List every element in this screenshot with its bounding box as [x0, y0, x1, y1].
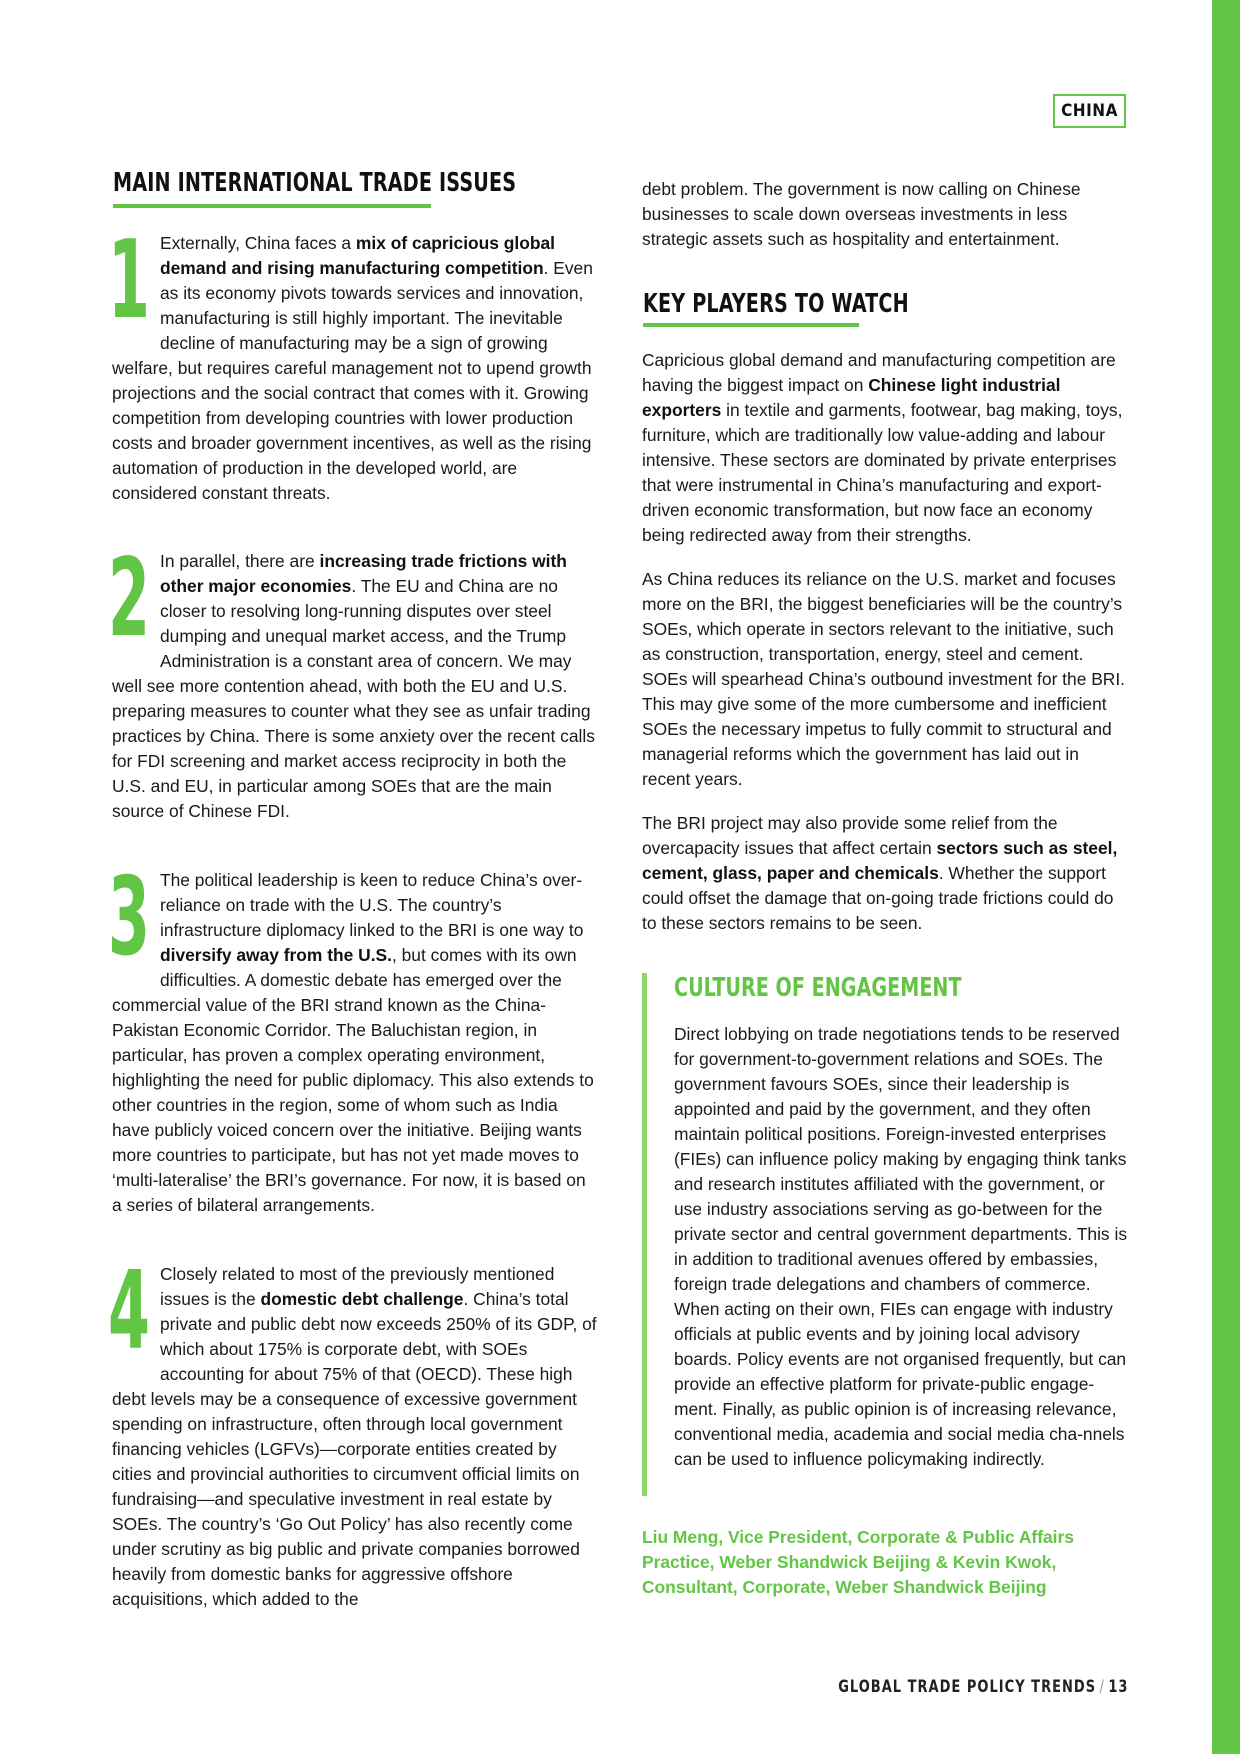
- page-footer: [838, 1677, 1128, 1697]
- body-text: . China’s total private and public debt now exceeds 250% of its GDP, of which about 175% is corporate debt, with SOEs accounting for about 75% of that (OECD). These high debt levels may be a consequence of excessive government spending on infrastructure, often through local government financing vehicles (LGFVs)—corporate entities created by cities and provincial authorities to circumvent official limits on fundraising—and speculative investment in real estate by SOEs. The country’s ‘Go Out Policy’ has also recently come under scrutiny as big public and private companies borrowed heavily from domestic banks for aggressive offshore acquisitions, which added to the: [112, 1289, 597, 1609]
- body-text: , but comes with its own difficulties. A domestic debate has emerged over the commercial value of the BRI strand known as the China-Pakistan Economic Corridor. The Baluchistan region, in particular, has proven a complex operating environment, highlighting the need for public diplomacy. This also extends to other countries in the region, some of whom such as India have publicly voiced concern over the initiative. Beijing wants more countries to participate, but has not yet made moves to ‘multi-lateralise’ the BRI’s governance. For now, it is based on a series of bilateral arrangements.: [112, 945, 594, 1215]
- emphasis-text: Chinese light industrial exporters: [642, 375, 1061, 420]
- body-text: Closely related to most of the previously mentioned issues is the: [160, 1264, 555, 1309]
- body-text: . Whether the support could offset the damage that on-going trade frictions could do to these sectors remains to be seen.: [642, 863, 1114, 933]
- key-players-paragraph-3: [642, 811, 1132, 936]
- callout-body: Direct lobbying on trade negotiations tends to be reserved for government-to-government relations and SOEs. The government favours SOEs, since their leadership is appointed and paid by the government, and they often maintain political positions. Foreign-invested enterprises (FIEs) can influence policy making by engaging think tanks and research institutes affiliated with the government, or use industry associations serving as go-between for the private sector and central government departments. This is in addition to traditional avenues offered by embassies, foreign trade delegations and chambers of commerce. When acting on their own, FIEs can engage with industry officials at public events and by joining local advisory boards. Policy events are not organised frequently, but can provide an effective platform for private-public engage-ment. Finally, as public opinion is of increasing relevance, conventional media, academia and social media cha-nnels can be used to influence policymaking indirectly.: [674, 1024, 1128, 1469]
- culture-of-engagement-callout: [642, 973, 1137, 1496]
- side-accent-bar: [1212, 0, 1240, 1754]
- body-text: Capricious global demand and manufacturing competition are having the biggest impact on: [642, 350, 1116, 395]
- body-text: in textile and garments, footwear, bag making, toys, furniture, which are traditionally low value-adding and labour intensive. These sectors are dominated by private enterprises that were instrumental in China’s manufacturing and export-driven economic transformation, but now face an economy being redirected away from their strengths.: [642, 400, 1123, 545]
- title-underline: [643, 323, 859, 327]
- emphasis-text: domestic debt challenge: [260, 1289, 464, 1309]
- author-byline: Liu Meng, Vice President, Corporate & Public Affairs Practice, Weber Shandwick Beijing & Kevin Kwok, Consultant, Corporate, Weber Shandwick Beijing: [642, 1527, 1074, 1597]
- issue-number: 1: [108, 218, 150, 343]
- body-text: In parallel, there are: [160, 551, 320, 571]
- continuation-paragraph: [642, 177, 1130, 252]
- callout-title: CULTURE OF ENGAGEMENT: [674, 973, 962, 1003]
- footer-separator: /: [1099, 1677, 1105, 1697]
- body-text: As China reduces its reliance on the U.S. market and focuses more on the BRI, the biggest beneficiaries will be the country’s SOEs, which operate in sectors relevant to the initiative, such as construction, transportation, energy, steel and cement. SOEs will spearhead China’s outbound investment for the BRI. This may give some of the more cumbersome and inefficient SOEs the necessary impetus to fully commit to structural and managerial reforms which the government has laid out in recent years.: [642, 569, 1126, 789]
- body-text: The BRI project may also provide some relief from the overcapacity issues that affect certain: [642, 813, 1058, 858]
- emphasis-text: sectors such as steel, cement, glass, paper and chemicals: [642, 838, 1118, 883]
- emphasis-text: diversify away from the U.S.: [160, 945, 392, 965]
- body-text: . Even as its economy pivots towards services and innovation, manufacturing is still highly important. The inevitable decline of manufacturing may be a sign of growing welfare, but requires careful management not to upend growth projections and the social contract that comes with it. Growing competition from developing countries with lower production costs and broader government incentives, as well as the rising automation of production in the developed world, are considered constant threats.: [112, 258, 593, 503]
- page-number: 13: [1107, 1677, 1128, 1697]
- trade-issue-1: [108, 218, 600, 506]
- section-title-trade-issues: MAIN INTERNATIONAL TRADE ISSUES: [113, 168, 517, 198]
- trade-issue-3: [108, 855, 600, 1218]
- trade-issue-4: [108, 1249, 600, 1612]
- trade-issue-2: [108, 536, 600, 824]
- publication-name: GLOBAL TRADE POLICY TRENDS: [837, 1677, 1096, 1697]
- body-text: Externally, China faces a: [160, 233, 356, 253]
- body-text: . The EU and China are no closer to resolving long-running disputes over steel dumping and unequal market access, and the Trump Administration is a constant area of concern. We may well see more contention ahead, with both the EU and U.S. preparing measures to counter what they see as unfair trading practices by China. There is some anxiety over the recent calls for FDI screening and market access reciprocity in both the U.S. and EU, in particular among SOEs that are the main source of Chinese FDI.: [112, 576, 595, 821]
- body-text: debt problem. The government is now calling on Chinese businesses to scale down overseas investments in less strategic assets such as hospitality and entertainment.: [642, 179, 1081, 249]
- emphasis-text: increasing trade frictions with other major economies: [160, 551, 567, 596]
- country-tag: CHINA: [1053, 94, 1126, 128]
- key-players-paragraph-1: [642, 348, 1132, 548]
- issue-number: 3: [108, 855, 150, 980]
- title-underline: [113, 204, 431, 208]
- issue-number: 4: [108, 1249, 150, 1374]
- emphasis-text: mix of capricious global demand and rising manufacturing competition: [160, 233, 555, 278]
- key-players-paragraph-2: [642, 567, 1132, 792]
- section-title-key-players: KEY PLAYERS TO WATCH: [643, 289, 909, 319]
- issue-number: 2: [108, 536, 150, 661]
- body-text: The political leadership is keen to reduce China’s over-reliance on trade with the U.S. The country’s infrastructure diplomacy linked to the BRI is one way to: [160, 870, 584, 940]
